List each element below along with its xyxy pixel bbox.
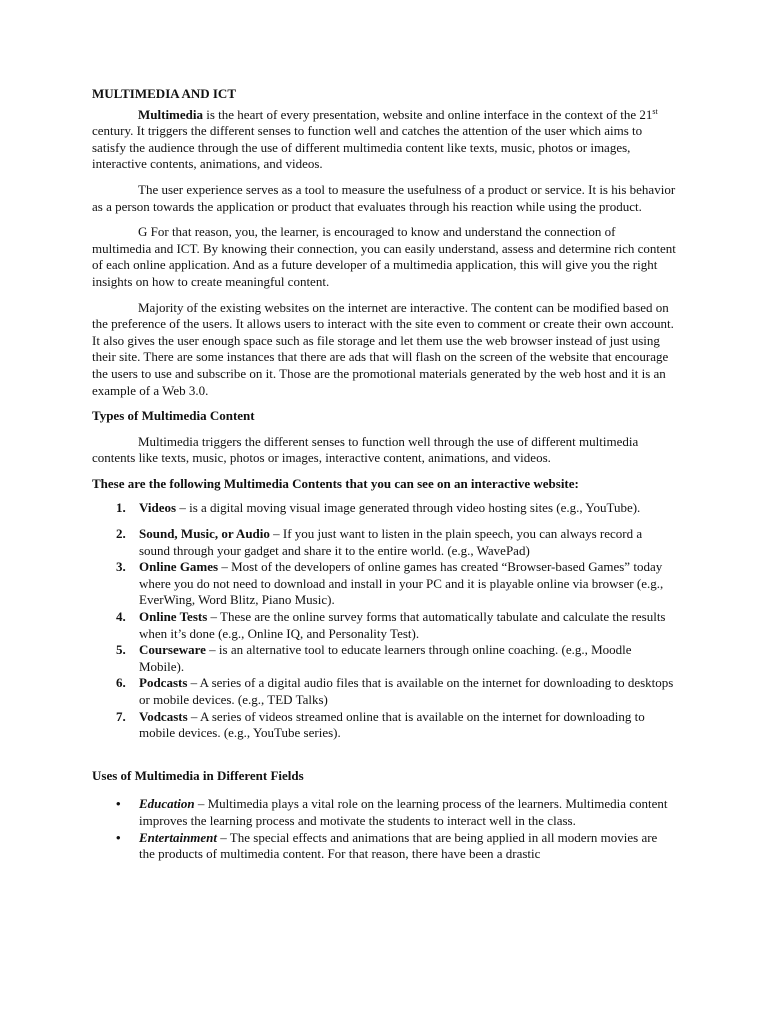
list-text: – Multimedia plays a vital role on the learning process of the learners. Multimedia content improves the learning process and motivate the students to interact well in the class.: [139, 796, 668, 828]
page-title: MULTIMEDIA AND ICT: [92, 86, 236, 101]
list-heading: These are the following Multimedia Contents that you can see on an interactive website:: [92, 475, 579, 491]
document-page: [92, 86, 676, 863]
list-term: Podcasts: [139, 675, 188, 691]
intro-superscript: st: [652, 106, 658, 116]
intro-text-2: century. It triggers the different senses to function well and catches the attention of the user which aims to satisfy the audience through the use of different multimedia content like texts, music, photos or images, interactive contents, animations, and videos.: [92, 123, 643, 172]
list-item: [92, 796, 676, 829]
list-term: Vodcasts: [139, 708, 188, 724]
list-term: Online Tests: [139, 609, 208, 625]
multimedia-content-list: [92, 500, 676, 741]
list-text: – Most of the developers of online games has created “Browser-based Games” today where you do not need to download and install in your PC and it is playable online via browser (e.g., EverWing, Word Blitz, Piano Music).: [139, 559, 664, 608]
types-heading: Types of Multimedia Content: [92, 408, 255, 424]
list-item: [92, 709, 676, 742]
bullet-icon: •: [116, 829, 121, 845]
list-item: [92, 609, 676, 642]
list-text: – is an alternative tool to educate learners through online coaching. (e.g., Moodle Mobile).: [139, 642, 632, 674]
paragraph-websites: Majority of the existing websites on the internet are interactive. The content can be modified based on the preference of the users. It allows users to interact with the site even to comment or create their own account. It also gives the user enough space such as file storage and let them use the web browser instead of just using their site. There are some instances that there are ads that will flash on the screen of the website that encourage the users to use and subscribe on it. Those are the promotional materials generated by the web host and it is an example of a Web 3.0.: [92, 299, 674, 398]
list-number: 1.: [116, 500, 126, 516]
paragraph-connection: G For that reason, you, the learner, is encouraged to know and understand the connection of multimedia and ICT. By knowing their connection, you can easily understand, assess and determine rich content of each online application. And as a future developer of a multimedia application, this will give you the right insights on how to create meaningful content.: [92, 224, 676, 289]
list-term: Entertainment: [139, 829, 218, 845]
list-term: Sound, Music, or Audio: [139, 526, 270, 542]
list-number: 3.: [116, 559, 126, 575]
list-text: – A series of a digital audio files that is available on the internet for downloading to desktops or mobile devices. (e.g., TED Talks): [139, 675, 674, 707]
list-text: – If you just want to listen in the plain speech, you can always record a sound through your gadget and share it to the entire world. (e.g., WavePad): [139, 526, 643, 558]
list-term: Videos: [139, 500, 177, 516]
intro-paragraph: [92, 107, 676, 173]
list-text: – is a digital moving visual image generated through video hosting sites (e.g., YouTube).: [176, 500, 641, 516]
list-item: [92, 500, 676, 517]
list-term: Online Games: [139, 559, 219, 575]
uses-heading: Uses of Multimedia in Different Fields: [92, 767, 304, 783]
list-number: 7.: [116, 708, 126, 724]
types-paragraph: Multimedia triggers the different senses to function well through the use of different multimedia contents like texts, music, photos or images, interactive content, animations, and videos.: [92, 433, 639, 466]
paragraph-user-experience: The user experience serves as a tool to measure the usefulness of a product or service. It is his behavior as a person towards the application or product that evaluates through his reaction while using the product.: [92, 181, 676, 214]
list-item: [92, 559, 676, 609]
list-text: – These are the online survey forms that automatically tabulate and calculate the results when it’s done (e.g., Online IQ, and Personality Test).: [139, 609, 666, 641]
uses-list: [92, 796, 676, 862]
intro-lead-term: Multimedia: [138, 106, 203, 122]
list-item: [92, 526, 676, 559]
intro-text-1: is the heart of every presentation, website and online interface in the context of the 21: [203, 106, 653, 122]
list-number: 5.: [116, 642, 126, 658]
bullet-icon: •: [116, 796, 121, 812]
list-number: 2.: [116, 526, 126, 542]
list-term: Courseware: [139, 642, 206, 658]
list-item: [92, 642, 676, 675]
list-text: – The special effects and animations that are being applied in all modern movies are the products of multimedia content. For that reason, there have been a drastic: [139, 829, 658, 862]
list-text: – A series of videos streamed online that is available on the internet for downloading to mobile devices. (e.g., YouTube series).: [139, 708, 645, 741]
list-item: [92, 675, 676, 708]
list-number: 6.: [116, 675, 126, 691]
list-number: 4.: [116, 609, 126, 625]
list-item: [92, 830, 676, 863]
list-term: Education: [139, 796, 195, 812]
